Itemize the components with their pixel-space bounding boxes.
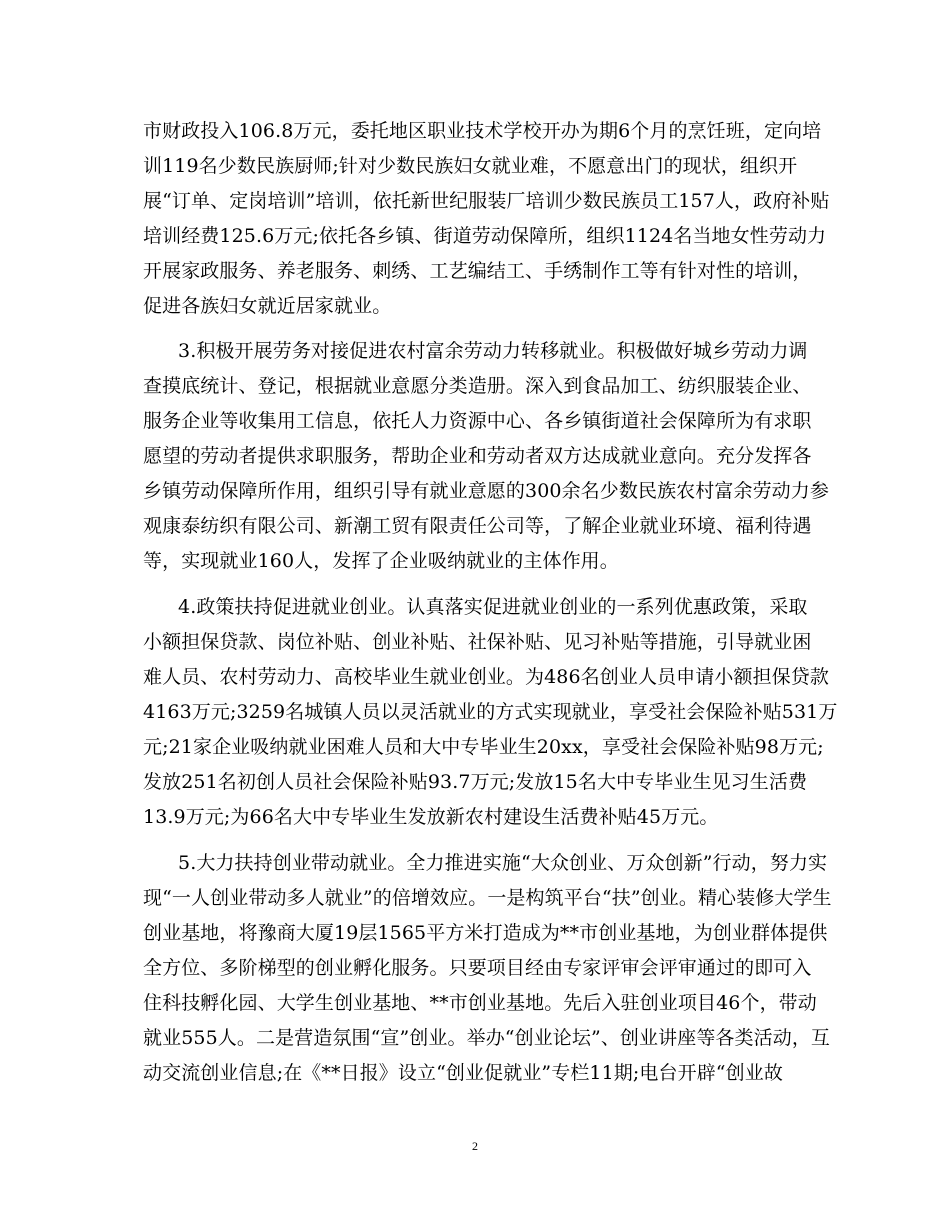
body-text-line: 住科技孵化园、大学生创业基地、**市创业基地。先后入驻创业项目46个，带动 (143, 992, 817, 1014)
body-text-line: 4163万元;3259名城镇人员以灵活就业的方式实现就业，享受社会保险补贴531万 (143, 701, 838, 723)
body-text-line: 训119名少数民族厨师;针对少数民族妇女就业难，不愿意出门的现状，组织开 (143, 155, 798, 177)
body-text-line: 3.积极开展劳务对接促进农村富余劳动力转移就业。积极做好城乡劳动力调 (178, 340, 808, 362)
page-number: 2 (472, 1139, 478, 1153)
body-text-line: 乡镇劳动保障所作用，组织引导有就业意愿的300余名少数民族农村富余劳动力参 (143, 480, 829, 502)
body-text-line: 4.政策扶持促进就业创业。认真落实促进就业创业的一系列优惠政策，采取 (178, 596, 808, 618)
body-text-line: 开展家政服务、养老服务、刺绣、工艺编结工、手绣制作工等有针对性的培训， (143, 260, 812, 282)
body-text-line: 等，实现就业160人，发挥了企业吸纳就业的主体作用。 (143, 550, 619, 572)
body-text-line: 5.大力扶持创业带动就业。全力推进实施“大众创业、万众创新”行动，努力实 (178, 852, 828, 874)
body-text-line: 发放251名初创人员社会保险补贴93.7万元;发放15名大中专毕业生见习生活费 (143, 771, 808, 793)
body-text-line: 小额担保贷款、岗位补贴、创业补贴、社保补贴、见习补贴等措施，引导就业困 (143, 631, 812, 653)
body-text-line: 就业555人。二是营造氛围“宣”创业。举办“创业论坛”、创业讲座等各类活动，互 (143, 1027, 831, 1049)
body-text-line: 观康泰纺织有限公司、新潮工贸有限责任公司等，了解企业就业环境、福利待遇 (143, 515, 812, 537)
body-text-line: 难人员、农村劳动力、高校毕业生就业创业。为486名创业人员申请小额担保贷款 (143, 666, 829, 688)
body-text-line: 13.9万元;为66名大中专毕业生发放新农村建设生活费补贴45万元。 (143, 806, 719, 828)
body-text-line: 展“订单、定岗培训”培训，依托新世纪服装厂培训少数民族员工157人，政府补贴 (143, 190, 830, 212)
body-text-line: 促进各族妇女就近居家就业。 (143, 295, 392, 317)
body-text-line: 查摸底统计、登记，根据就业意愿分类造册。深入到食品加工、纺织服装企业、 (143, 375, 812, 397)
body-text-line: 现“一人创业带动多人就业”的倍增效应。一是构筑平台“扶”创业。精心装修大学生 (143, 887, 832, 909)
body-text-line: 服务企业等收集用工信息，依托人力资源中心、各乡镇街道社会保障所为有求职 (143, 410, 812, 432)
body-text-line: 市财政投入106.8万元，委托地区职业技术学校开办为期6个月的烹饪班，定向培 (143, 120, 822, 142)
body-text-line: 培训经费125.6万元;依托各乡镇、街道劳动保障所，组织1124名当地女性劳动力 (143, 225, 827, 247)
body-text-line: 愿望的劳动者提供求职服务，帮助企业和劳动者双方达成就业意向。充分发挥各 (143, 445, 812, 467)
body-text-line: 全方位、多阶梯型的创业孵化服务。只要项目经由专家评审会评审通过的即可入 (143, 957, 812, 979)
body-text-line: 元;21家企业吸纳就业困难人员和大中专毕业生20xx，享受社会保险补贴98万元; (143, 736, 824, 758)
body-text-line: 动交流创业信息;在《**日报》设立“创业促就业”专栏11期;电台开辟“创业故 (143, 1062, 783, 1084)
body-text-line: 创业基地，将豫商大厦19层1565平方米打造成为**市创业基地，为创业群体提供 (143, 922, 828, 944)
